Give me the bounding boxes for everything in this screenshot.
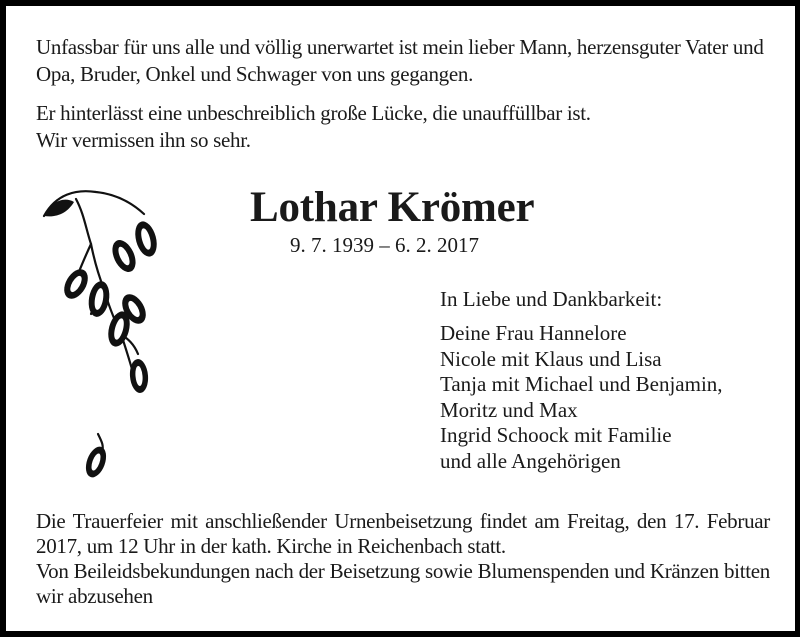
obituary-notice bbox=[6, 6, 795, 631]
deceased-name: Lothar Krömer bbox=[250, 184, 535, 231]
mourners-list bbox=[440, 321, 723, 474]
mourner-line: Moritz und Max bbox=[440, 397, 578, 422]
outro-text bbox=[36, 509, 770, 609]
condolence-request: Von Beileidsbekundungen nach der Beisetzung sowie Blumenspenden und Kränzen bitten wir abzusehen bbox=[36, 559, 770, 608]
intro-line-miss: Wir vermissen ihn so sehr. bbox=[36, 128, 251, 152]
mourner-line: Deine Frau Hannelore bbox=[440, 321, 627, 345]
life-dates: 9. 7. 1939 – 6. 2. 2017 bbox=[290, 233, 479, 257]
intro-paragraph-2 bbox=[36, 100, 776, 154]
intro-text bbox=[36, 34, 776, 154]
mourner-line: Tanja mit Michael und Benjamin, bbox=[440, 372, 723, 396]
mourners-heading: In Liebe und Dankbarkeit: bbox=[440, 287, 663, 311]
funeral-details: Die Trauerfeier mit anschließender Urnenbeisetzung findet am Freitag, den 17. Februar 2017, um 12 Uhr in der kath. Kirche in Reichenbach statt. bbox=[36, 509, 770, 558]
mourner-line: Nicole mit Klaus und Lisa bbox=[440, 346, 662, 371]
intro-line-loss: Er hinterlässt eine unbeschreiblich große Lücke, die unauffüllbar ist. bbox=[36, 101, 591, 125]
falling-leaves-branch-icon bbox=[36, 184, 166, 484]
intro-paragraph-1: Unfassbar für uns alle und völlig unerwartet ist mein lieber Mann, herzensguter Vater und Opa, Bruder, Onkel und Schwager von uns gegangen. bbox=[36, 35, 764, 86]
mourner-line: Ingrid Schoock mit Familie bbox=[440, 423, 672, 447]
mourner-line: und alle Angehörigen bbox=[440, 448, 621, 473]
